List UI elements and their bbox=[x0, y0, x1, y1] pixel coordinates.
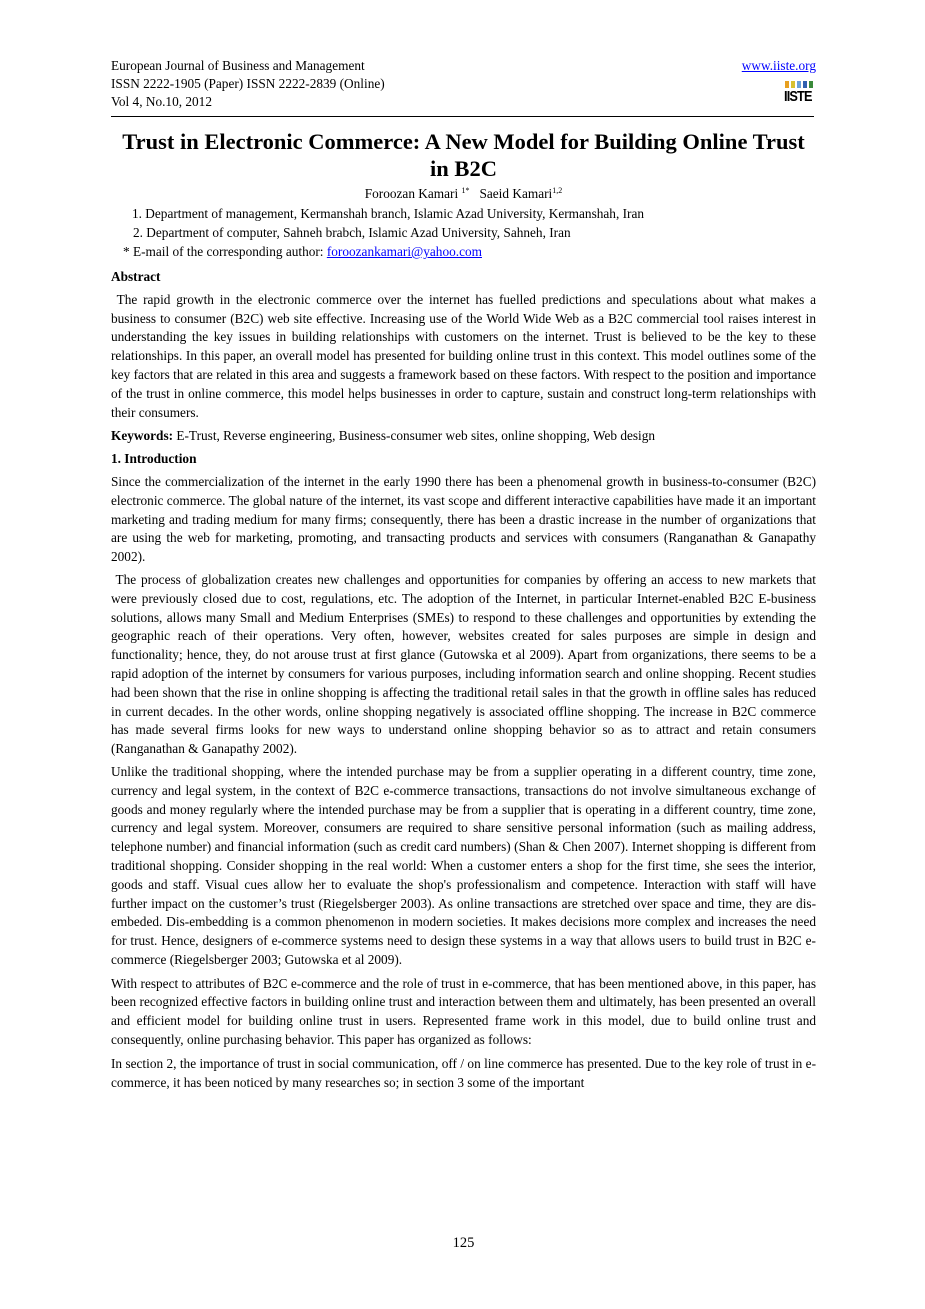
affiliation-2: 2. Department of computer, Sahneh brabch, Islamic Azad University, Sahneh, Iran bbox=[133, 225, 571, 240]
page-number: 125 bbox=[452, 1235, 475, 1251]
abstract-text: The rapid growth in the electronic commerce over the internet has fuelled predictions and speculations about what makes a business to consumer (B2C) web site effective. Increasing use of the World Wide Web as a B2C commercial tool raises interest in understanding the key issues in building relationships with customers on the internet. Trust is believed to be the key to these relationships. In this paper, an overall model has presented for building online trust in this context. This model outlines some of the key factors that are related in this area and suggests a framework based on these factors. With respect to the position and importance of the trust in online commerce, this model helps businesses in order to capture, sustain and construct long-term relationships with their consumers. bbox=[111, 291, 816, 420]
corresponding-author bbox=[123, 243, 482, 260]
introduction-heading: 1. Introduction bbox=[111, 451, 197, 467]
author-name: Foroozan Kamari bbox=[364, 186, 459, 201]
journal-name: European Journal of Business and Management bbox=[111, 58, 365, 73]
paragraph: Since the commercialization of the internet in the early 1990 there has been a phenomenal growth in business-to-consumer (B2C) electronic commerce. The global nature of the internet, its vast scope and different interactive capabilities have made it an important marketing and trading medium for many firms; consequently, there has been a drastic increase in the number of organizations that are using the web for marketing, promoting, and transacting products and services with consumers (Ranganathan & Ganapathy 2002). bbox=[111, 473, 816, 565]
paragraph: The process of globalization creates new challenges and opportunities for companies by offering an access to new markets that were previously closed due to cost, regulations, etc. The adoption of the Internet, in particular Internet-enabled B2C E-business solutions, allows many Small and Medium Enterprises (SMEs) to respond to these challenges and opportunities by extending the geographic reach of their operations. Very often, however, websites created for sales purposes are simple in design and functionality; hence, they, do not arouse trust at first glance (Gutowska et al 2009). Apart from organizations, there seems to be a rapid adoption of the internet by consumers for various purposes, including information search and online shopping. Recent studies had been shown that the rise in online shopping is affecting the traditional retail sales in that the growth in offline sales has reduced in current decades. In the other words, online shopping negatively is associated offline shopping. The increase in B2C commerce has made several firms looks for new ways to understand online shopping behavior so as to attract and retain consumers (Ranganathan & Ganapathy 2002). bbox=[111, 571, 816, 757]
website-link[interactable]: www.iiste.org bbox=[741, 58, 816, 73]
issn-line: ISSN 2222-1905 (Paper) ISSN 2222-2839 (Online) bbox=[111, 76, 385, 91]
author-superscript: 1* bbox=[461, 186, 470, 195]
paragraph: In section 2, the importance of trust in social communication, off / on line commerce has presented. Due to the key role of trust in e-commerce, it has been noticed by many researches so; in section 3 some of the important bbox=[111, 1055, 816, 1090]
logo-text: IISTE bbox=[784, 88, 812, 105]
header-rule bbox=[111, 116, 814, 117]
email-link[interactable]: foroozankamari@yahoo.com bbox=[326, 244, 482, 259]
keywords-text: E-Trust, Reverse engineering, Business-consumer web sites, online shopping, Web design bbox=[173, 428, 656, 444]
paragraph: With respect to attributes of B2C e-commerce and the role of trust in e-commerce, that has been mentioned above, in this paper, has been recognized effective factors in building online trust and interaction between them and ultimately, has been presented an overall and efficient model for building online trust in users. Represented frame work in this model, due to build online trust and consequently, online purchasing behavior. This paper has organized as follows: bbox=[111, 975, 816, 1048]
affiliation-1: 1. Department of management, Kermanshah branch, Islamic Azad University, Kermanshah, Iran bbox=[132, 206, 644, 221]
body-text bbox=[111, 268, 816, 1092]
iiste-logo-icon bbox=[784, 81, 814, 105]
running-head bbox=[111, 57, 816, 111]
keywords-label: Keywords: bbox=[111, 428, 174, 444]
author-superscript: 1,2 bbox=[552, 186, 563, 195]
keywords bbox=[111, 427, 816, 446]
corresponding-label: * E-mail of the corresponding author: bbox=[123, 244, 327, 259]
paragraph: Unlike the traditional shopping, where the intended purchase may be from a supplier operating in a different country, time zone, currency and legal system, in the context of B2C e-commerce transactions, transactions do not involve simultaneous exchange of goods and money regularly where the intended purchase may be from a supplier that is operating in a different country, time zone, currency and legal system. Moreover, consumers are required to share sensitive personal information (such as mailing address, telephone number) and financial information (such as credit card numbers) (Shan & Chen 2007). Internet shopping is different from traditional shopping. Consider shopping in the real world: When a customer enters a shop for the first time, she sees the interior, goods and staff. Visual cues allow her to evaluate the shop's professionalism and competence. Interaction with staff will have further impact on the customer’s trust (Riegelsberger 2003). As online transactions are stretched over space and time, they are dis-embeded. Dis-embedding is a common phenomenon in modern societies. It makes decisions more complex and increases the need for trust. Hence, designers of e-commerce systems need to design these systems in a way that allows users to build trust in B2C e-commerce (Riegelsberger 2003; Gutowska et al 2009). bbox=[111, 763, 816, 967]
abstract-heading: Abstract bbox=[111, 269, 161, 284]
volume-line: Vol 4, No.10, 2012 bbox=[111, 94, 212, 109]
article-title: Trust in Electronic Commerce: A New Model for Building Online Trust in B2C bbox=[122, 129, 805, 181]
author-name: Saeid Kamari bbox=[479, 186, 553, 201]
logo-bars bbox=[784, 81, 814, 88]
author-line bbox=[111, 185, 816, 202]
